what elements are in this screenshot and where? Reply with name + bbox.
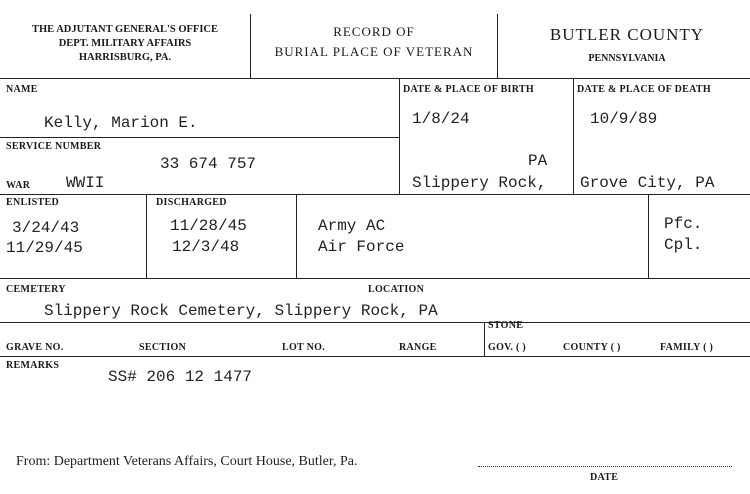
name-rule: [0, 137, 399, 138]
lot-no-label: LOT NO.: [282, 342, 326, 353]
death-label: DATE & PLACE OF DEATH: [577, 84, 711, 95]
rank-1-value: Pfc.: [664, 215, 703, 233]
branch-divider: [296, 194, 297, 278]
cemetery-rule: [0, 322, 750, 323]
state-title: PENNSYLVANIA: [588, 53, 666, 64]
title-line-1: RECORD OF: [333, 24, 415, 39]
war-value: WWII: [66, 174, 105, 192]
name-label: NAME: [6, 84, 38, 95]
stone-label: STONE: [488, 320, 524, 331]
service-number-label: SERVICE NUMBER: [6, 141, 102, 152]
name-value: Kelly, Marion E.: [44, 114, 198, 132]
header-rule: [0, 78, 750, 79]
rank-2-value: Cpl.: [664, 236, 703, 254]
enlisted-label: ENLISTED: [6, 197, 59, 208]
birth-divider: [399, 78, 400, 194]
branch-1-value: Army AC: [318, 217, 386, 235]
footer-dotted-line: [478, 466, 732, 467]
range-label: RANGE: [399, 342, 437, 353]
county-stone-label: COUNTY ( ): [563, 342, 621, 353]
location-label: LOCATION: [368, 284, 425, 295]
office-line-1: THE ADJUTANT GENERAL'S OFFICE: [31, 24, 219, 35]
death-divider: [573, 78, 574, 194]
branch-2-value: Air Force: [318, 238, 405, 256]
enlisted-1-value: 3/24/43: [12, 219, 80, 237]
rank-divider: [648, 194, 649, 278]
birth-label: DATE & PLACE OF BIRTH: [403, 84, 534, 95]
war-label: WAR: [6, 180, 31, 191]
header-divider-right: [497, 14, 498, 78]
birth-place-value: Slippery Rock,: [412, 174, 547, 192]
discharged-divider: [146, 194, 147, 278]
date-label: DATE: [590, 472, 619, 483]
birth-state-value: PA: [528, 152, 548, 170]
stone-divider: [484, 322, 485, 356]
county-title: BUTLER COUNTY: [549, 25, 705, 44]
discharged-2-value: 12/3/48: [172, 238, 240, 256]
gov-stone-label: GOV. ( ): [488, 342, 527, 353]
discharged-1-value: 11/28/45: [170, 217, 247, 235]
office-line-3: HARRISBURG, PA.: [78, 52, 172, 63]
service-number-value: 33 674 757: [160, 155, 257, 173]
grave-rule: [0, 356, 750, 357]
office-line-2: DEPT. MILITARY AFFAIRS: [58, 38, 192, 49]
remarks-label: REMARKS: [6, 360, 60, 371]
family-stone-label: FAMILY ( ): [660, 342, 714, 353]
discharged-label: DISCHARGED: [156, 197, 227, 208]
death-place-value: Grove City, PA: [580, 174, 715, 192]
death-date-value: 10/9/89: [590, 110, 658, 128]
enlisted-2-value: 11/29/45: [6, 239, 83, 257]
remarks-value: SS# 206 12 1477: [108, 368, 253, 386]
footer-from: From: Department Veterans Affairs, Court House, Butler, Pa.: [16, 454, 358, 469]
title-line-2: BURIAL PLACE OF VETERAN: [274, 44, 474, 59]
war-rule: [0, 194, 750, 195]
birth-date-value: 1/8/24: [412, 110, 470, 128]
cemetery-label: CEMETERY: [6, 284, 66, 295]
service-rule: [0, 278, 750, 279]
section-label: SECTION: [139, 342, 187, 353]
cemetery-value: Slippery Rock Cemetery, Slippery Rock, PA: [44, 302, 438, 320]
grave-no-label: GRAVE NO.: [6, 342, 64, 353]
header-divider-left: [250, 14, 251, 78]
